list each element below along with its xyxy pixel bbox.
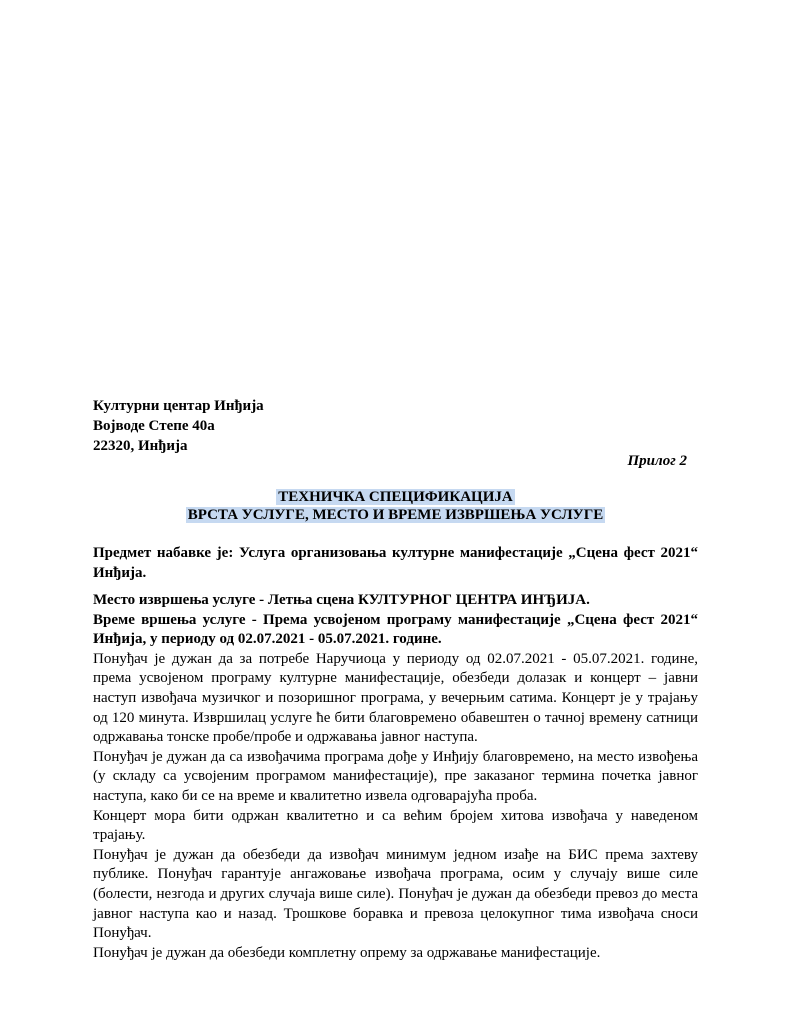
place-of-service: Место извршења услуге - Летња сцена КУЛТУРНОГ ЦЕНТРА ИНЂИЈА. (93, 592, 590, 608)
city-postal: 22320, Инђија (93, 438, 188, 454)
street-address: Војводе Степе 40а (93, 418, 215, 434)
time-of-service: Време вршења услуге - Према усвојеном програму манифестације „Сцена фест 2021“ Инђија, у периоду од 02.07.2021 - 05.07.2021. године. (93, 611, 698, 648)
procurement-subject (93, 544, 698, 583)
paragraph-4: Понуђач је дужан да обезбеди да извођач минимум једном изађе на БИС према захтеву публике. Понуђач гарантује ангажовање извођача програма, осим у случају више силе (болести, незгода и других случаја више силе). Понуђач је дужан да обезбеди превоз до места јавног наступа као и назад. Трошкове боравка и превоза целокупног тима извођача сноси Понуђач. (93, 846, 698, 942)
subject-text: Предмет набавке је: Услуга организовања културне манифестације „Сцена фест 2021“ Инђија. (93, 545, 698, 581)
title-line-2-text: ВРСТА УСЛУГЕ, МЕСТО И ВРЕМЕ ИЗВРШЕЊА УСЛУГЕ (187, 507, 604, 523)
org-name: Културни центар Инђија (93, 398, 264, 414)
paragraph-3: Концерт мора бити одржан квалитетно и са већим бројем хитова извођача у наведеном трајању. (93, 807, 698, 844)
paragraph-2: Понуђач је дужан да са извођачима програма дође у Инђију благовремено, на место извођења (у складу са усвојеним програмом манифестације), пре заказаног термина почетка јавног наступа, како би се на време и квалитетно извела одговарајућа проба. (93, 748, 698, 804)
title-line-2 (0, 506, 791, 524)
paragraph-5: Понуђач је дужан да обезбеди комплетну опрему за одржавање манифестације. (93, 944, 601, 961)
title-line-1 (0, 488, 791, 506)
paragraph-1: Понуђач је дужан да за потребе Наручиоца у периоду од 02.07.2021 - 05.07.2021. године, према усвојеном програму културне манифестације, обезбеди долазак и концерт – јавни наступ извођача музичког и позоришног програма, у вечерњим сатима. Концерт је у трајању од 120 минута. Извршилац услуге ће бити благовремено обавештен о тачној времену сатници одржавања тонске пробе/пробе и одржавања јавног наступа. (93, 650, 698, 746)
sender-address (93, 396, 264, 456)
main-body (93, 591, 698, 963)
annex-label: Прилог 2 (627, 453, 687, 469)
title-line-1-text: ТЕХНИЧКА СПЕЦИФИКАЦИЈА (278, 489, 513, 505)
